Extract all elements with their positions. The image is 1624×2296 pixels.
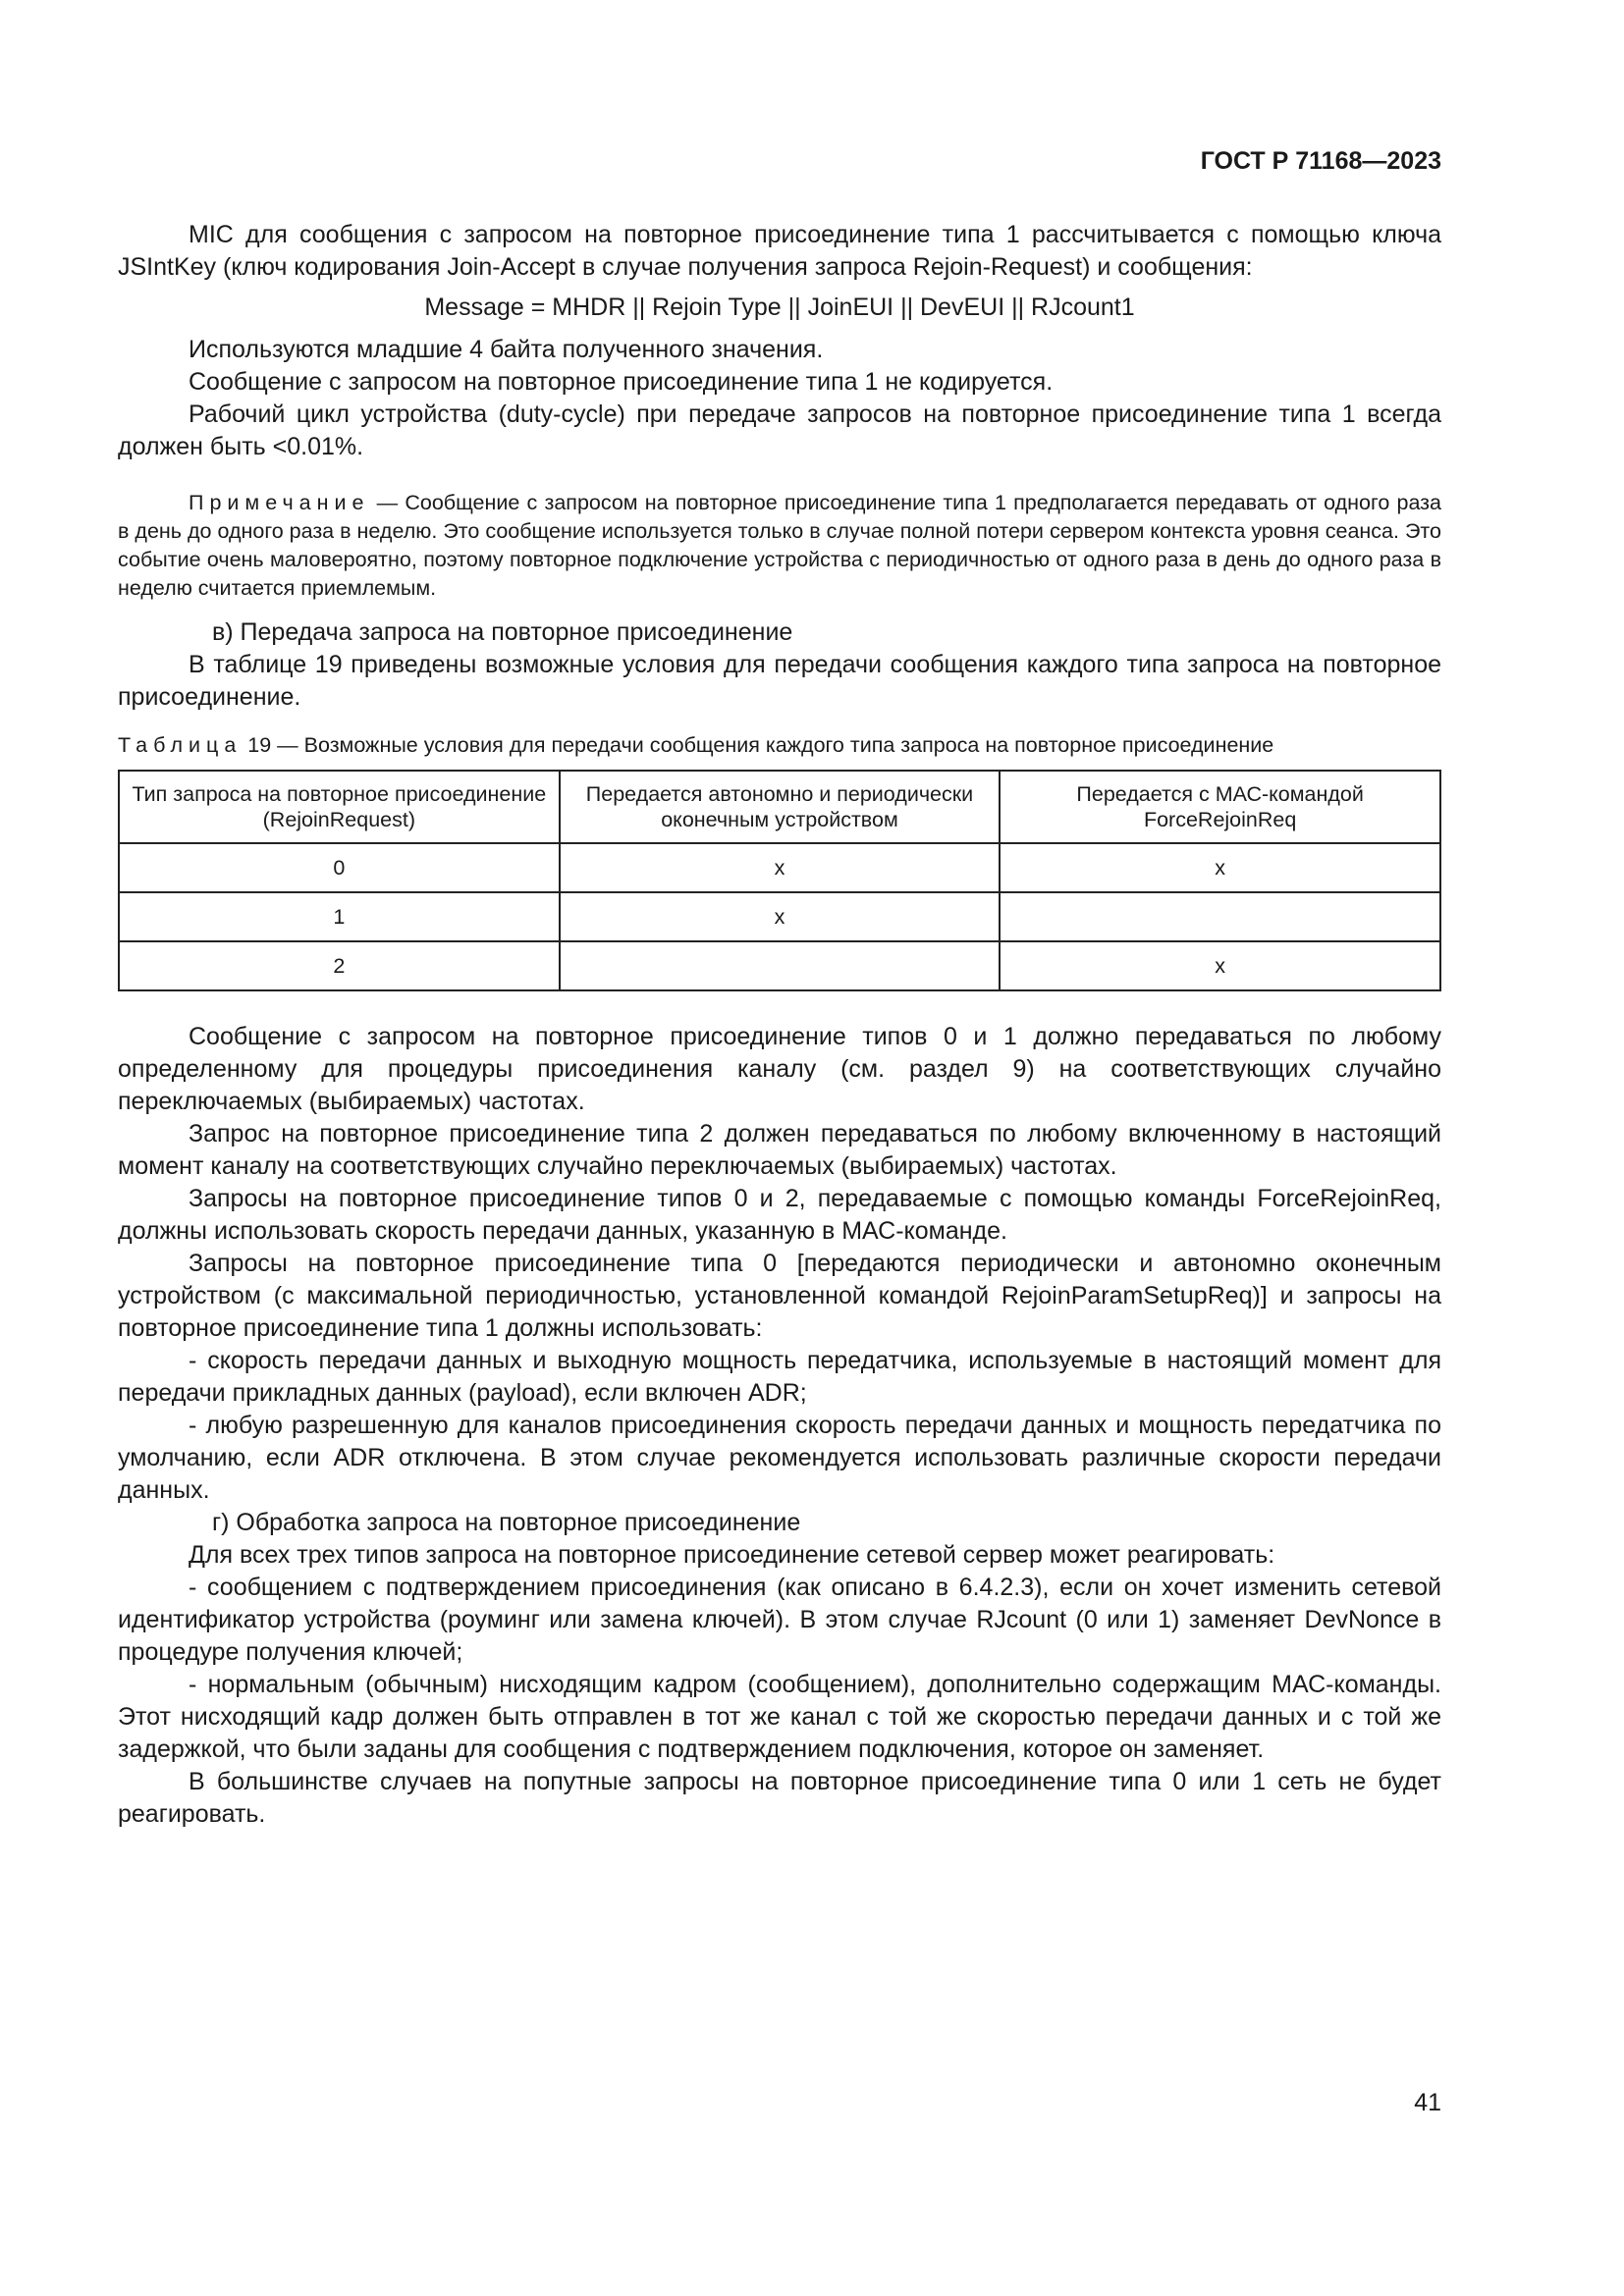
section-v-heading: в) Передача запроса на повторное присоединение (212, 618, 793, 646)
table-cell (560, 941, 1001, 990)
bullet-join-accept: - сообщением с подтверждением присоединения (как описано в 6.4.2.3), если он хочет изменить сетевой идентификатор устройства (роуминг или замена ключей). В этом случае RJcount (0 или 1) заменяет DevNonce в процедуре получения ключей; (118, 1574, 1441, 1666)
table-cell: 0 (119, 843, 560, 892)
table-cell: x (1000, 941, 1440, 990)
table-cell: x (560, 892, 1001, 941)
table-cell: x (1000, 843, 1440, 892)
bullet-adr-off: - любую разрешенную для каналов присоединения скорость передачи данных и мощность передатчика по умолчанию, если ADR отключена. В этом случае рекомендуется использовать различные скорости передачи данных. (118, 1412, 1441, 1504)
paragraph-not-encoded: Сообщение с запросом на повторное присоединение типа 1 не кодируется. (189, 368, 1054, 396)
paragraph-table-intro: В таблице 19 приведены возможные условия для передачи сообщения каждого типа запроса на повторное присоединение. (118, 651, 1441, 711)
section-g-heading: г) Обработка запроса на повторное присоединение (212, 1509, 801, 1536)
note-text: — Сообщение с запросом на повторное присоединение типа 1 предполагается передавать от одного раза в день до одного раза в неделю. Это сообщение используется только в случае полной потери сервером контекста уровня сеанса. Это событие очень маловероятно, поэтому повторное подключение устройства с периодичностью от одного раза в день до одного раза в неделю считается приемлемым. (118, 491, 1441, 600)
table-header-cell: Передается автономно и периодически оконечным устройством (560, 771, 1001, 843)
table-caption-label: Таблица (118, 733, 243, 757)
table-cell: x (560, 843, 1001, 892)
table-header-row (119, 771, 1440, 843)
note (118, 489, 1441, 603)
paragraph-type-2: Запрос на повторное присоединение типа 2 должен передаваться по любому включенному в настоящий момент каналу на соответствующих случайно переключаемых (выбираемых) частотах. (118, 1120, 1441, 1180)
paragraph-lower4: Используются младшие 4 байта полученного значения. (189, 336, 824, 363)
note-label: Примечание (189, 491, 370, 514)
table-header-cell: Передается с МАС-командой ForceRejoinReq (1000, 771, 1440, 843)
paragraph-types-0-1: Сообщение с запросом на повторное присоединение типов 0 и 1 должно передаваться по любому определенному для процедуры присоединения каналу (см. раздел 9) на соответствующих случайно переключаемых (выбираемых) частотах. (118, 1023, 1441, 1115)
table-row (119, 941, 1440, 990)
paragraph-most-cases: В большинстве случаев на попутные запросы на повторное присоединение типа 0 или 1 сеть не будет реагировать. (118, 1768, 1441, 1828)
bullet-normal-downlink: - нормальным (обычным) нисходящим кадром (сообщением), дополнительно содержащим МАС-команды. Этот нисходящий кадр должен быть отправлен в тот же канал с той же скоростью передачи данных и с той же задержкой, что были заданы для сообщения с подтверждением подключения, которое он заменяет. (118, 1671, 1441, 1763)
paragraph-all-three: Для всех трех типов запроса на повторное присоединение сетевой сервер может реагировать: (189, 1541, 1275, 1569)
table-cell (1000, 892, 1440, 941)
table-row (119, 892, 1440, 941)
table-caption (118, 731, 1441, 760)
table-caption-text: 19 — Возможные условия для передачи сообщения каждого типа запроса на повторное присоединение (242, 733, 1274, 757)
table-header-cell: Тип запроса на повторное присоединение (RejoinRequest) (119, 771, 560, 843)
table-cell: 2 (119, 941, 560, 990)
document-page (118, 147, 1441, 1831)
table-cell: 1 (119, 892, 560, 941)
bullet-adr-on: - скорость передачи данных и выходную мощность передатчика, используемые в настоящий момент для передачи прикладных данных (payload), если включен ADR; (118, 1347, 1441, 1407)
standard-header: ГОСТ Р 71168—2023 (1200, 147, 1441, 175)
table-row (119, 843, 1440, 892)
paragraph-force-rejoin: Запросы на повторное присоединение типов 0 и 2, передаваемые с помощью команды ForceRejoinReq, должны использовать скорость передачи данных, указанную в МАС-команде. (118, 1185, 1441, 1245)
paragraph-duty-cycle: Рабочий цикл устройства (duty-cycle) при передаче запросов на повторное присоединение типа 1 всегда должен быть <0.01%. (118, 400, 1441, 460)
paragraph-type-0: Запросы на повторное присоединение типа 0 [передаются периодически и автономно оконечным устройством (с максимальной периодичностью, установленной командой RejoinParamSetupReq)] и запросы на повторное присоединение типа 1 должны использовать: (118, 1250, 1441, 1342)
formula: Message = MHDR || Rejoin Type || JoinEUI || DevEUI || RJcount1 (424, 294, 1135, 321)
page-number: 41 (1414, 2089, 1441, 2116)
paragraph-mic: MIC для сообщения с запросом на повторное присоединение типа 1 рассчитывается с помощью ключа JSIntKey (ключ кодирования Join-Accept в случае получения запроса Rejoin-Request) и сообщения: (118, 221, 1441, 281)
conditions-table (118, 770, 1441, 991)
